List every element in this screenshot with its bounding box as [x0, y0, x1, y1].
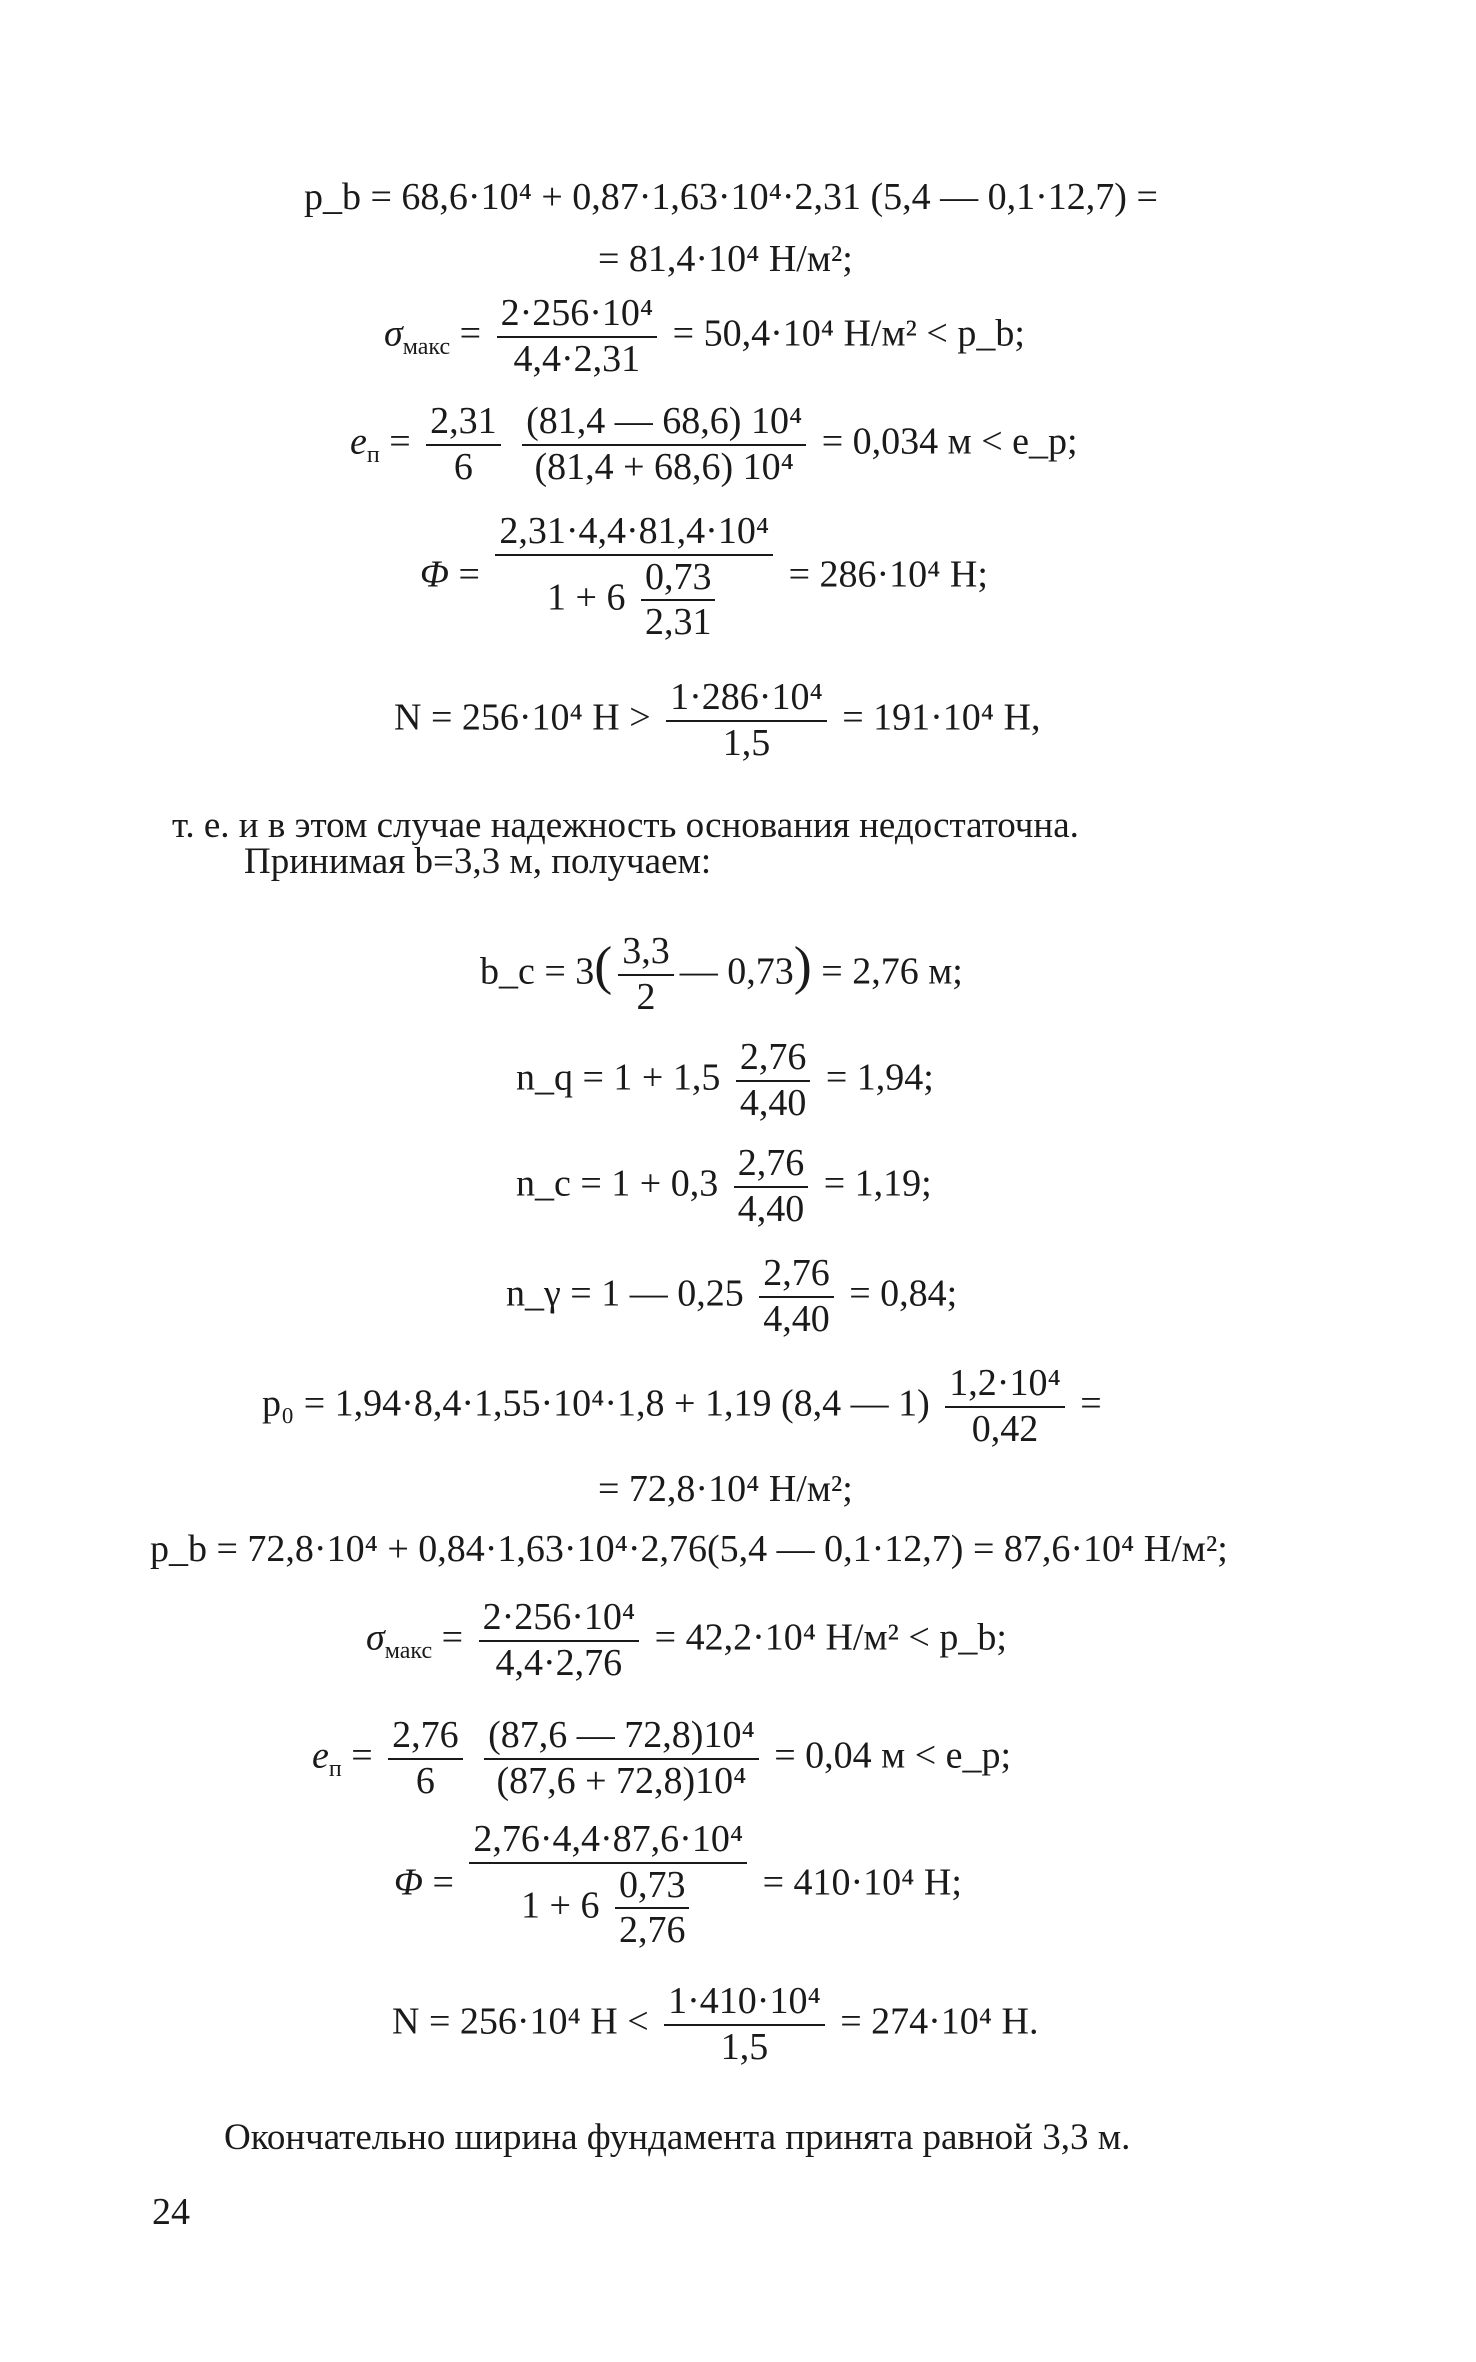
ngamma-equation: n_γ = 1 — 0,25 $\frac{2,76}{4,40}$ = 0,84; [506, 1252, 958, 1340]
conclusion-paragraph: Окончательно ширина фундамента принята равной 3,3 м. [224, 2117, 1131, 2158]
eccentricity-equation-2: $e_п$ = $\frac{2,76}{6}$ $\frac{\text{(87,6 — 72,8)10⁴}}{\text{(87,6 + 72,8)10⁴}}$ = 0,04 м < e_p; [312, 1714, 1012, 1802]
page-number: 24 [152, 2191, 190, 2233]
p0-equation: p₀ = 1,94·8,4·1,55·10⁴·1,8 + 1,19 (8,4 — 1) $\frac{\text{1,2·10⁴}}{0,42}$ = [262, 1362, 1102, 1450]
bc-equation: b_c = 3( $\frac{3,3}{2}$ — 0,73) = 2,76 м; [480, 930, 963, 1018]
p0-equation-line2: = 72,8·10⁴ Н/м²; [598, 1468, 853, 1510]
sigma-numerator: 2·256·10⁴ [500, 292, 654, 334]
nq-equation: n_q = 1 + 1,5 $\frac{2,76}{4,40}$ = 1,94; [516, 1036, 934, 1124]
pb-equation-line1: p_b = 68,6·10⁴ + 0,87·1,63·10⁴·2,31 (5,4 — 0,1·12,7) = [304, 176, 1158, 218]
eccentricity-equation: $e_п$ = $\frac{2,31}{6}$ $\frac{\text{(81,4 — 68,6) 10⁴}}{\text{(81,4 + 68,6) 10⁴}}$ = 0,034 м < e_p; [350, 400, 1078, 488]
sigma-max-equation-2: $\sigma_{макс}$ = $\frac{\text{2·256·10⁴}}{4,4\cdot 2,76}$ = 42,2·10⁴ Н/м² < p_b; [366, 1596, 1007, 1684]
paragraph-line2: Принимая b=3,3 м, получаем: [244, 841, 712, 882]
paragraph-line1: т. е. и в этом случае надежность основания недостаточна. [172, 805, 1079, 846]
load-n-equation-2: N = 256·10⁴ Н < $\frac{\text{1·410·10⁴}}{1,5}$ = 274·10⁴ Н. [392, 1980, 1039, 2068]
pb-equation-line2: = 81,4·10⁴ Н/м²; [598, 238, 853, 280]
sigma-denominator: 4,4·2,31 [497, 336, 658, 382]
force-phi-equation: Φ = 2,31·4,4·81,4·10⁴ 1 + 6 $\frac{0,73}{2,31}$ = 286·10⁴ Н; [420, 510, 988, 644]
pb2-equation: p_b = 72,8·10⁴ + 0,84·1,63·10⁴·2,76(5,4 — 0,1·12,7) = 87,6·10⁴ Н/м²; [150, 1528, 1228, 1570]
load-n-equation: N = 256·10⁴ Н > $\frac{\text{1·286·10⁴}}{1,5}$ = 191·10⁴ Н, [394, 676, 1041, 764]
force-phi-equation-2: Φ = 2,76·4,4·87,6·10⁴ 1 + 6 $\frac{0,73}{2,76}$ = 410·10⁴ Н; [394, 1818, 962, 1952]
sigma-max-equation: $\sigma_{макс}$ = $\frac{\text{2·256·10⁴}}{4,4\cdot 2,31}$ = 50,4·10⁴ Н/м² < p_b; [384, 292, 1025, 380]
nc-equation: n_c = 1 + 0,3 $\frac{2,76}{4,40}$ = 1,19; [516, 1142, 932, 1230]
